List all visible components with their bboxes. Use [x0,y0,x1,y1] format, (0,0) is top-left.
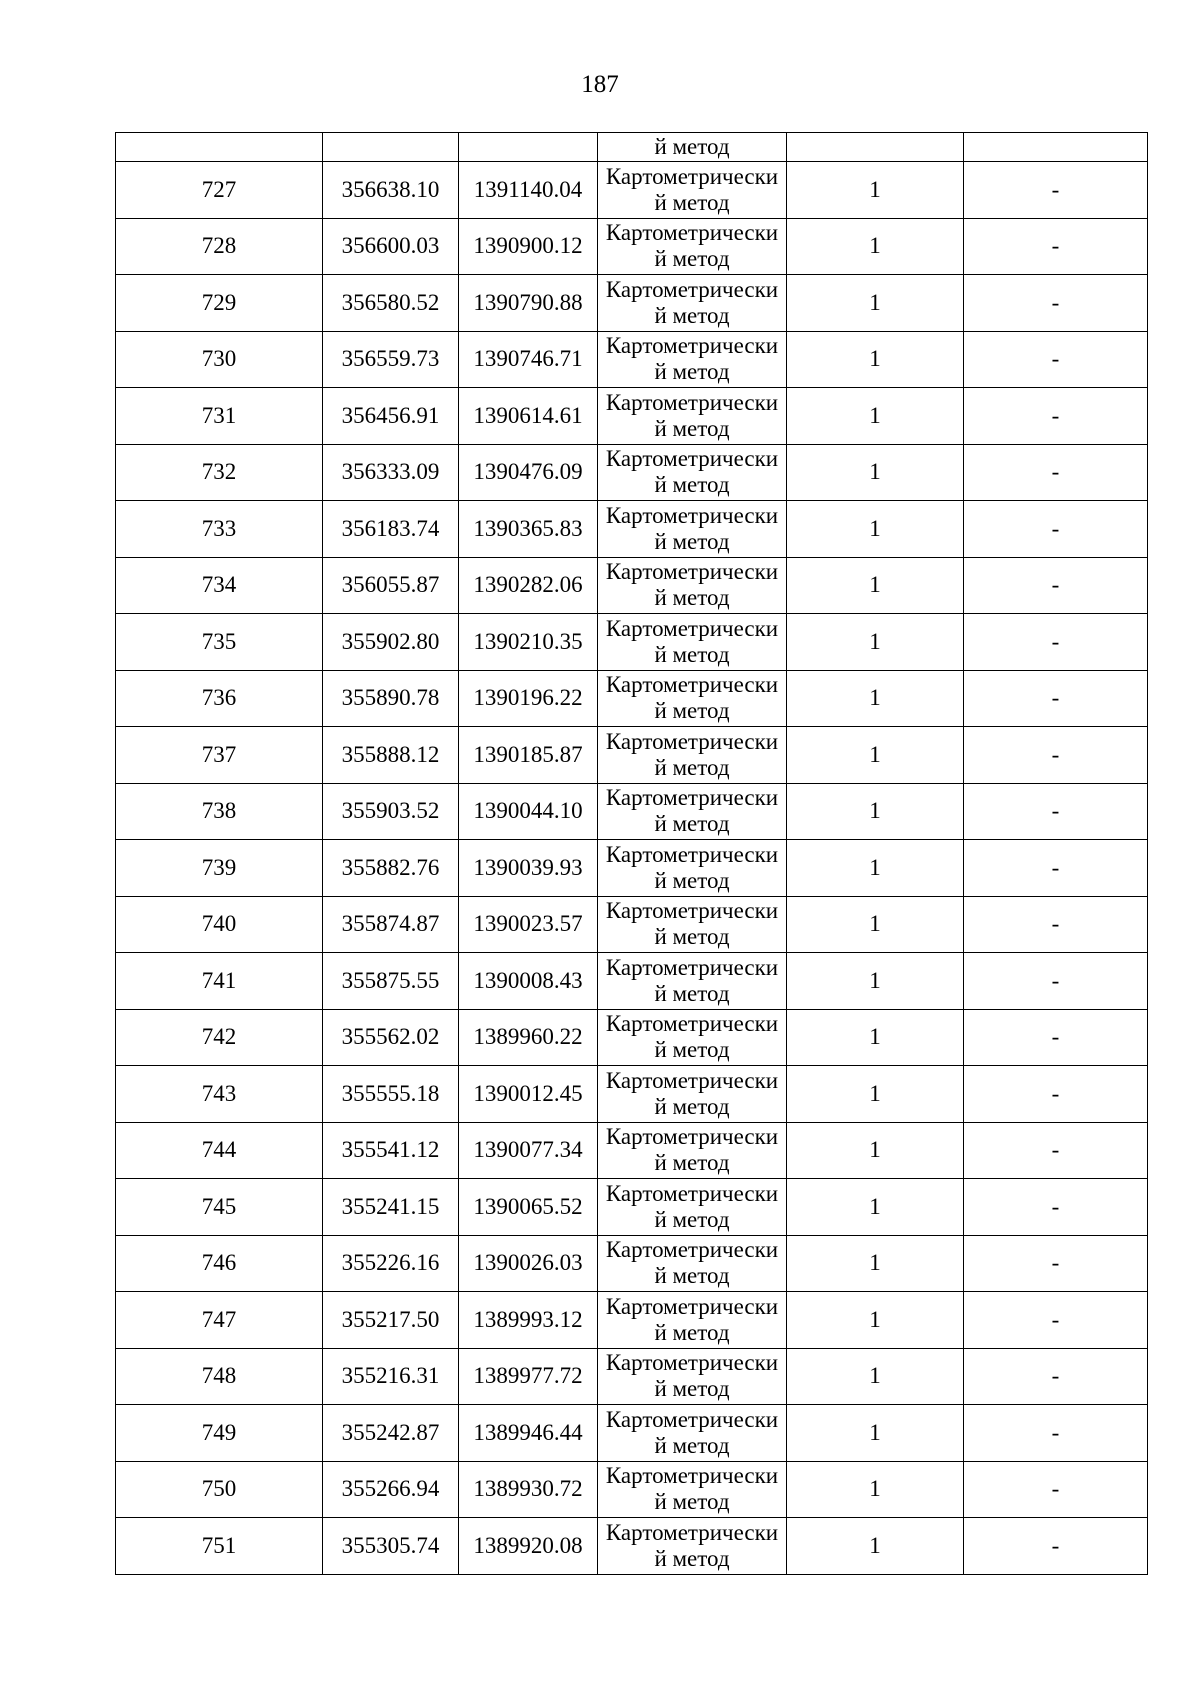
cell-y: 1390026.03 [459,1235,598,1292]
cell-x: 355888.12 [323,727,459,784]
cell-precision: 1 [787,840,964,897]
cell-note: - [964,1122,1148,1179]
cell-method [598,727,787,784]
table-row [116,1066,1148,1123]
cell-method [598,783,787,840]
method-line-2: й метод [654,528,730,554]
method-line-2: й метод [654,980,730,1006]
table-row [116,218,1148,275]
cell-note: - [964,218,1148,275]
cell-point-number: 735 [116,614,323,671]
table-row [116,783,1148,840]
cell-point-number: 728 [116,218,323,275]
coordinates-table-body [116,133,1148,1575]
cell-x: 355902.80 [323,614,459,671]
cell-x: 355216.31 [323,1348,459,1405]
cell-precision: 1 [787,1518,964,1575]
cell-note: - [964,896,1148,953]
cell-point-number: 745 [116,1179,323,1236]
cell-method [598,1009,787,1066]
method-line-1: Картометрически [605,1237,779,1263]
table-row [116,1292,1148,1349]
method-line-2: й метод [654,1545,730,1571]
cell-method [598,1292,787,1349]
cell-point-number: 731 [116,388,323,445]
cell-precision: 1 [787,1122,964,1179]
cell-y: 1389920.08 [459,1518,598,1575]
table-row [116,1348,1148,1405]
cell-y: 1390023.57 [459,896,598,953]
method-line-2: й метод [654,1150,730,1176]
cell-method [598,331,787,388]
cell-x: 355874.87 [323,896,459,953]
cell-point-number: 744 [116,1122,323,1179]
cell-y: 1390282.06 [459,557,598,614]
method-line-2: й метод [654,1319,730,1345]
cell-precision: 1 [787,1066,964,1123]
cell-x: 355226.16 [323,1235,459,1292]
cell-precision: 1 [787,614,964,671]
cell-note: - [964,1066,1148,1123]
cell-method [598,1122,787,1179]
coordinates-table [115,132,1148,1575]
cell-point-number: 749 [116,1405,323,1462]
cell-x: 355241.15 [323,1179,459,1236]
table-row [116,162,1148,219]
cell-method [598,840,787,897]
method-line-1: Картометрически [605,1067,779,1093]
method-line-1: Картометрически [605,1519,779,1545]
method-line-2: й метод [654,698,730,724]
cell-note: - [964,331,1148,388]
cell-y: 1390012.45 [459,1066,598,1123]
cell-method [598,501,787,558]
cell-y: 1389960.22 [459,1009,598,1066]
cell-y: 1390039.93 [459,840,598,897]
cell-point-number: 740 [116,896,323,953]
method-line-1: Картометрически [605,615,779,641]
table-row [116,1122,1148,1179]
cell-precision: 1 [787,1235,964,1292]
cell-x: 356580.52 [323,275,459,332]
method-line-1: Картометрически [605,1463,779,1489]
method-line-2: й метод [654,302,730,328]
cell-precision: 1 [787,1461,964,1518]
cell-point-number: 743 [116,1066,323,1123]
cell-note: - [964,670,1148,727]
method-line-1: Картометрически [605,1293,779,1319]
cell-y: 1390476.09 [459,444,598,501]
table-row [116,727,1148,784]
cell-note: - [964,1292,1148,1349]
cell-x: 355555.18 [323,1066,459,1123]
cell-precision: 1 [787,557,964,614]
page-number: 187 [581,71,619,98]
cell-note: - [964,614,1148,671]
cell-precision: 1 [787,275,964,332]
table-row [116,275,1148,332]
cell-point-number: 732 [116,444,323,501]
table-row [116,840,1148,897]
method-line-2: й метод [654,754,730,780]
method-line-2: й метод [654,1206,730,1232]
cell-x [323,133,459,162]
method-line-1: Картометрически [605,785,779,811]
cell-point-number: 750 [116,1461,323,1518]
cell-note: - [964,444,1148,501]
method-line-1: Картометрически [605,1124,779,1150]
method-line-2: й метод [654,1037,730,1063]
cell-point-number: 739 [116,840,323,897]
method-line-1: Картометрически [605,163,779,189]
table-row [116,1405,1148,1462]
table-row [116,953,1148,1010]
cell-note: - [964,1009,1148,1066]
cell-precision: 1 [787,501,964,558]
cell-point-number: 730 [116,331,323,388]
cell-point-number: 736 [116,670,323,727]
cell-note: - [964,162,1148,219]
method-line-2: й метод [654,472,730,498]
method-line-1: Картометрически [605,1350,779,1376]
cell-y: 1390044.10 [459,783,598,840]
cell-method [598,162,787,219]
table-row [116,331,1148,388]
cell-method [598,444,787,501]
cell-note: - [964,388,1148,445]
cell-method [598,275,787,332]
method-line-2: й метод [654,359,730,385]
cell-method [598,1461,787,1518]
cell-method [598,388,787,445]
cell-note: - [964,783,1148,840]
cell-method [598,1179,787,1236]
cell-y: 1390196.22 [459,670,598,727]
cell-note: - [964,501,1148,558]
method-line-2: й метод [654,1263,730,1289]
table-row [116,444,1148,501]
method-line-1: Картометрически [605,333,779,359]
cell-precision: 1 [787,727,964,784]
cell-note: - [964,557,1148,614]
method-line-1: Картометрически [605,1011,779,1037]
cell-note: - [964,275,1148,332]
table-row-continuation [116,133,1148,162]
table-row [116,501,1148,558]
table-row [116,614,1148,671]
method-line-1: Картометрически [605,672,779,698]
cell-point-number: 737 [116,727,323,784]
cell-precision: 1 [787,896,964,953]
cell-point-number: 746 [116,1235,323,1292]
cell-y: 1390185.87 [459,727,598,784]
cell-x: 356183.74 [323,501,459,558]
method-line-2: й метод [654,811,730,837]
cell-y: 1390008.43 [459,953,598,1010]
cell-note: - [964,727,1148,784]
cell-precision: 1 [787,1405,964,1462]
cell-precision: 1 [787,953,964,1010]
cell-note: - [964,840,1148,897]
method-line-1: Картометрически [605,898,779,924]
cell-x: 356333.09 [323,444,459,501]
cell-precision: 1 [787,1348,964,1405]
cell-note: - [964,1461,1148,1518]
cell-x: 355562.02 [323,1009,459,1066]
cell-x: 355242.87 [323,1405,459,1462]
cell-point-number: 733 [116,501,323,558]
cell-y: 1389930.72 [459,1461,598,1518]
method-line-1: Картометрически [605,276,779,302]
cell-note: - [964,1348,1148,1405]
cell-precision: 1 [787,1009,964,1066]
method-line-1: Картометрически [605,728,779,754]
method-line-1: Картометрически [605,559,779,585]
method-line-2: й метод [654,1489,730,1515]
cell-y: 1389993.12 [459,1292,598,1349]
cell-precision: 1 [787,444,964,501]
cell-method [598,1066,787,1123]
method-line-2: й метод [654,1093,730,1119]
cell-y: 1390065.52 [459,1179,598,1236]
method-line-2: й метод [654,189,730,215]
method-line-2: й метод [654,1376,730,1402]
cell-x: 355305.74 [323,1518,459,1575]
cell-x: 355903.52 [323,783,459,840]
cell-y: 1390365.83 [459,501,598,558]
cell-point-number: 738 [116,783,323,840]
method-line-2: й метод [654,1432,730,1458]
cell-x: 355266.94 [323,1461,459,1518]
cell-method [598,1235,787,1292]
cell-point-number: 751 [116,1518,323,1575]
cell-x: 356638.10 [323,162,459,219]
cell-x: 355217.50 [323,1292,459,1349]
table-row [116,1179,1148,1236]
table-row [116,1518,1148,1575]
method-line-1: Картометрически [605,502,779,528]
cell-y: 1390077.34 [459,1122,598,1179]
method-line-1: Картометрически [605,1180,779,1206]
cell-y: 1389946.44 [459,1405,598,1462]
cell-y: 1390210.35 [459,614,598,671]
cell-x: 355882.76 [323,840,459,897]
cell-method [598,1405,787,1462]
method-line-1: Картометрически [605,954,779,980]
cell-method [598,218,787,275]
cell-precision: 1 [787,1179,964,1236]
method-line-2: й метод [654,585,730,611]
cell-method [598,953,787,1010]
table-row [116,1009,1148,1066]
method-line-2: й метод [654,867,730,893]
table-row [116,557,1148,614]
cell-y: 1390614.61 [459,388,598,445]
method-line-1: Картометрически [605,389,779,415]
table-row [116,896,1148,953]
cell-method [598,614,787,671]
cell-note: - [964,1518,1148,1575]
method-line-1: Картометрически [605,220,779,246]
cell-point-number: 729 [116,275,323,332]
cell-method [598,557,787,614]
cell-note: - [964,953,1148,1010]
method-line-2: й метод [654,924,730,950]
method-line-1: Картометрически [605,841,779,867]
table-row [116,1461,1148,1518]
cell-precision: 1 [787,388,964,445]
cell-method [598,1348,787,1405]
cell-point-number: 742 [116,1009,323,1066]
table-row [116,1235,1148,1292]
cell-precision: 1 [787,670,964,727]
cell-y: 1391140.04 [459,162,598,219]
cell-x: 356559.73 [323,331,459,388]
method-line-2: й метод [654,246,730,272]
method-line-1: Картометрически [605,446,779,472]
method-line-2: й метод [654,415,730,441]
cell-method [598,670,787,727]
cell-precision: 1 [787,162,964,219]
cell-y: 1389977.72 [459,1348,598,1405]
cell-x: 355890.78 [323,670,459,727]
cell-point-number: 727 [116,162,323,219]
cell-x: 355541.12 [323,1122,459,1179]
cell-method [598,896,787,953]
cell-precision: 1 [787,331,964,388]
cell-note: - [964,1235,1148,1292]
cell-precision: 1 [787,783,964,840]
cell-point-number: 747 [116,1292,323,1349]
cell-point-number: 748 [116,1348,323,1405]
cell-y: 1390790.88 [459,275,598,332]
cell-point-number: 741 [116,953,323,1010]
cell-method [598,1518,787,1575]
cell-x: 356600.03 [323,218,459,275]
cell-precision: 1 [787,218,964,275]
method-line-1: Картометрически [605,1406,779,1432]
cell-y: 1390746.71 [459,331,598,388]
cell-method: й метод [598,133,787,162]
cell-precision [787,133,964,162]
cell-x: 355875.55 [323,953,459,1010]
table-row [116,670,1148,727]
method-line-2: й метод [654,641,730,667]
cell-note: - [964,1405,1148,1462]
cell-note [964,133,1148,162]
cell-precision: 1 [787,1292,964,1349]
cell-point-number: 734 [116,557,323,614]
cell-note: - [964,1179,1148,1236]
cell-y: 1390900.12 [459,218,598,275]
cell-y [459,133,598,162]
cell-x: 356055.87 [323,557,459,614]
cell-point-number [116,133,323,162]
cell-x: 356456.91 [323,388,459,445]
table-row [116,388,1148,445]
